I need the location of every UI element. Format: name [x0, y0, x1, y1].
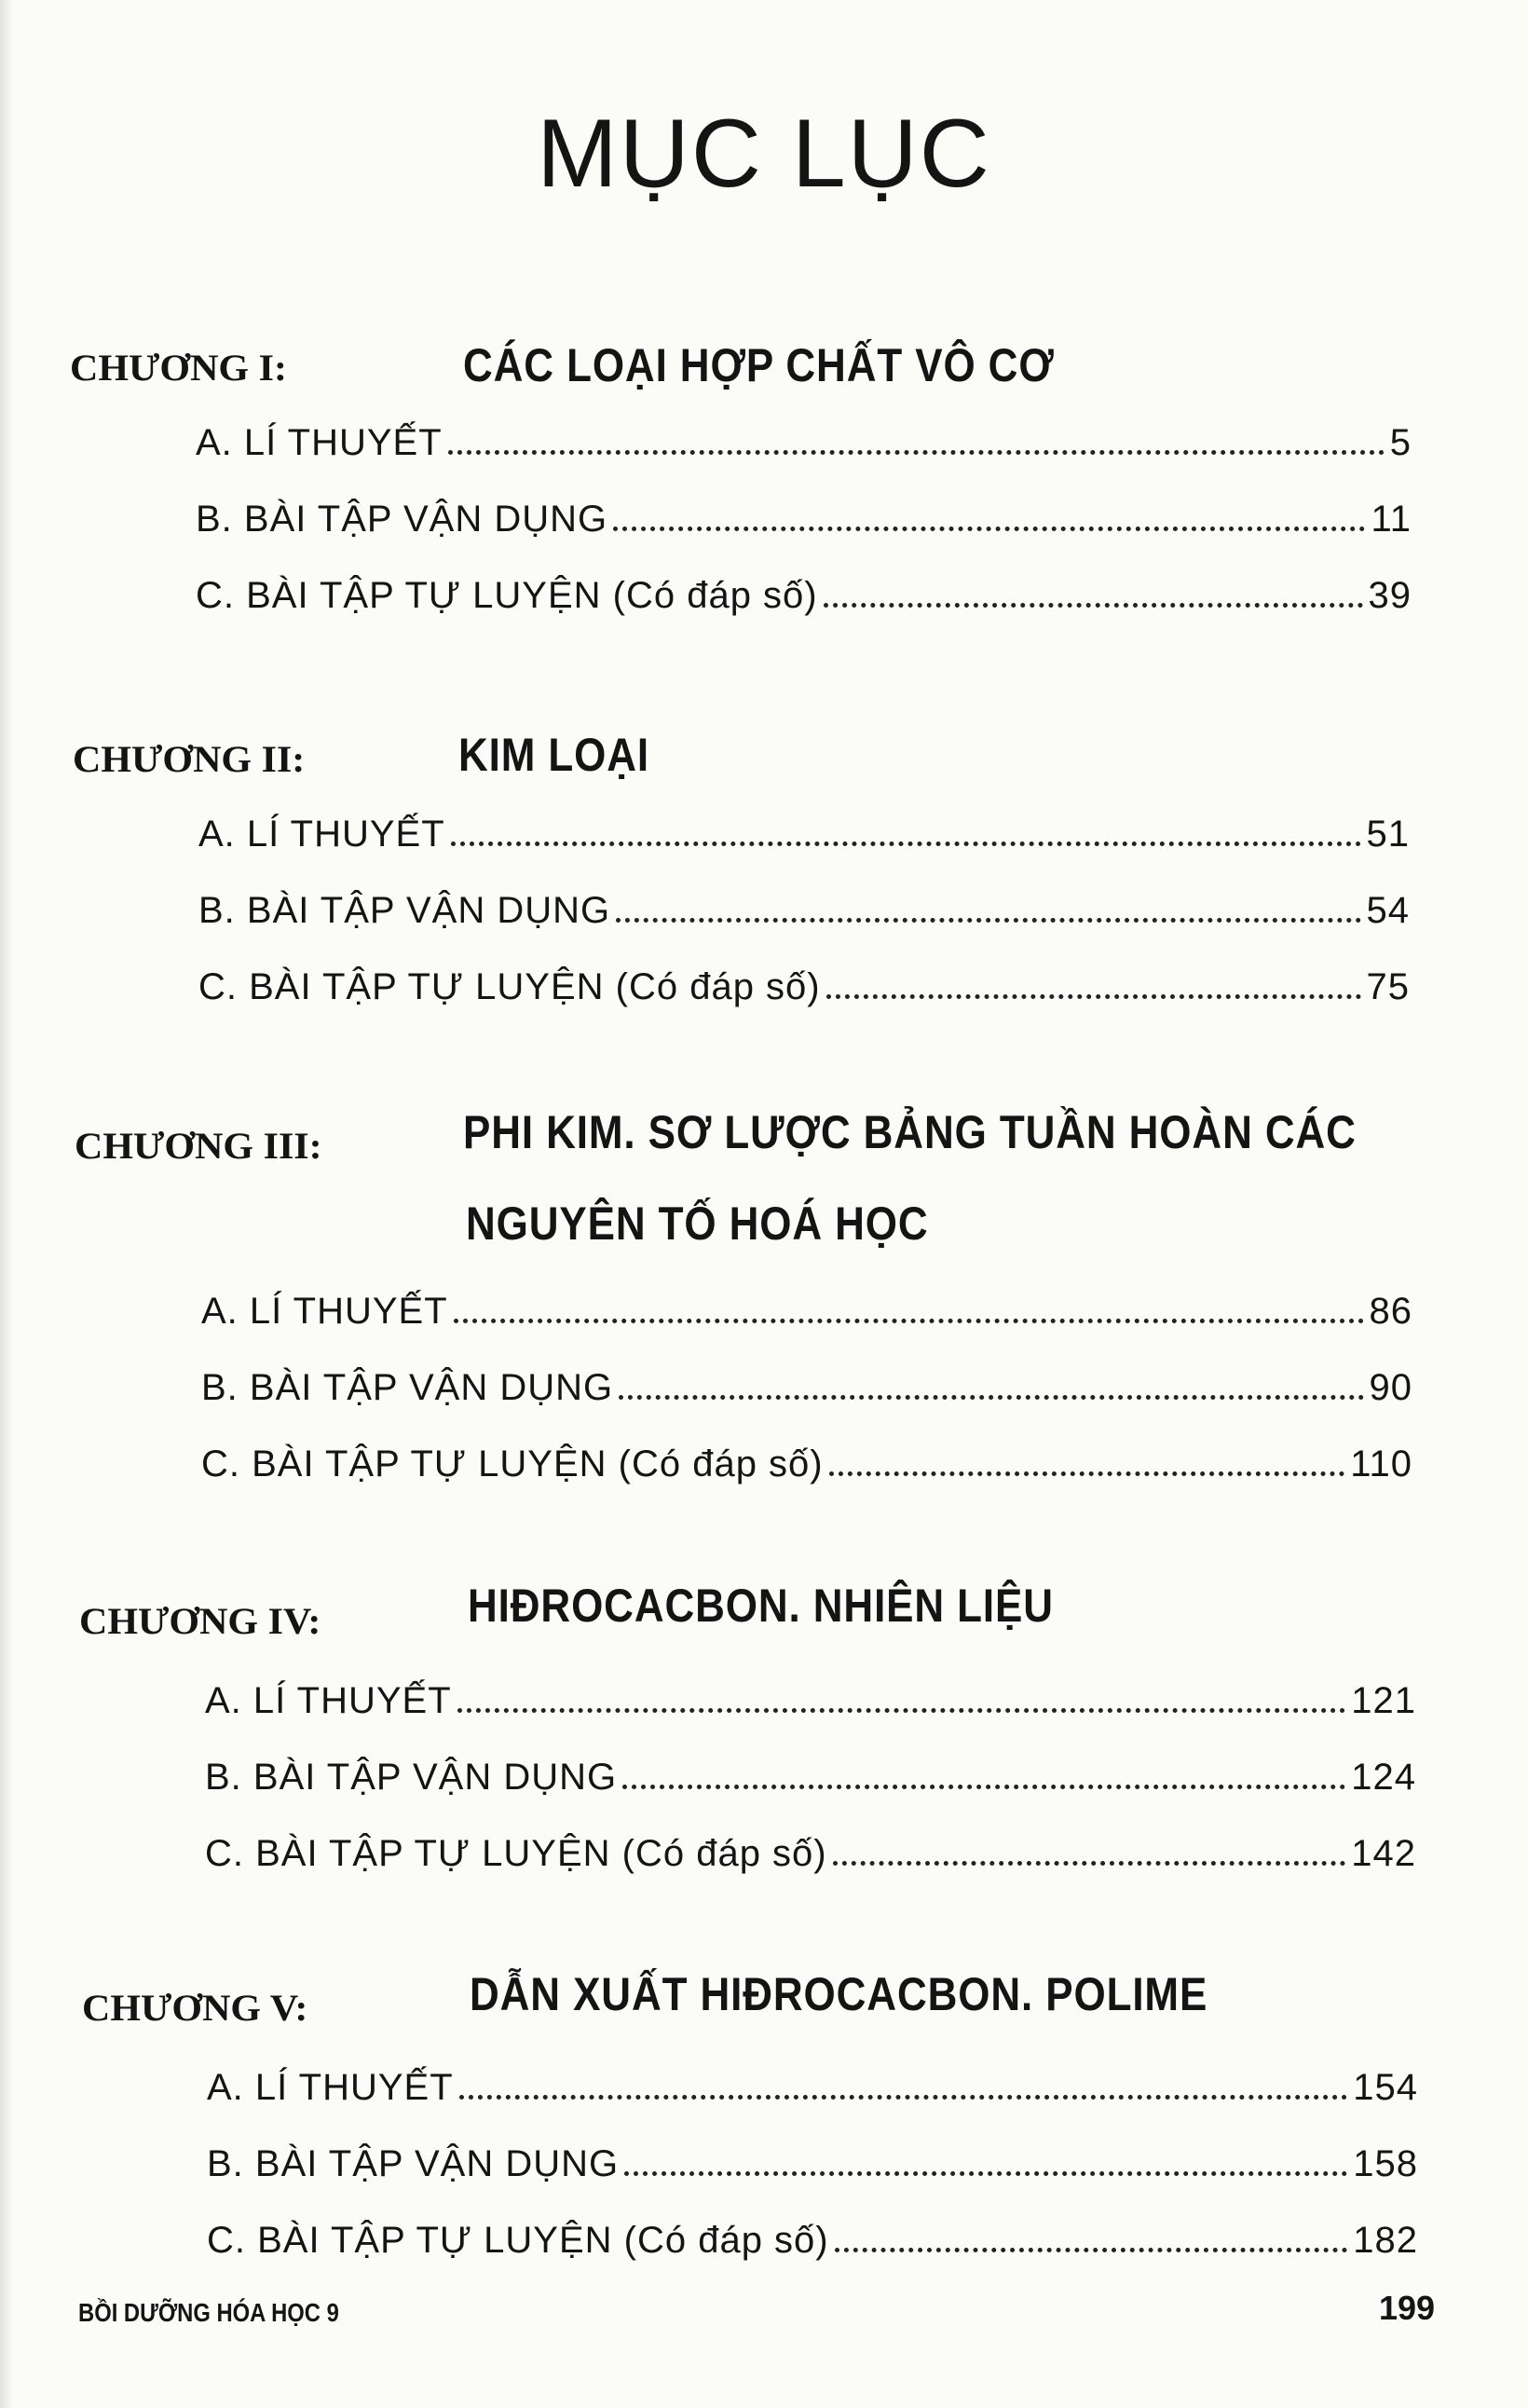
toc-entry[interactable] [207, 2208, 1418, 2264]
toc-entry[interactable] [207, 2055, 1418, 2111]
toc-entry[interactable] [198, 878, 1410, 934]
entry-page-number: 54 [1366, 890, 1410, 931]
toc-entry[interactable] [205, 1668, 1416, 1724]
page-edge-shadow [0, 0, 13, 2408]
chapter-title: CÁC LOẠI HỢP CHẤT VÔ CƠ [463, 339, 1055, 391]
footer-page-number: 199 [1379, 2289, 1436, 2327]
entry-label: A. LÍ THUYẾT [196, 422, 443, 463]
entry-label: A. LÍ THUYẾT [201, 1291, 448, 1332]
entry-label: C. BÀI TẬP TỰ LUYỆN (Có đáp số) [207, 2220, 829, 2261]
page-title: MỤC LỤC [537, 100, 991, 208]
entry-label: B. BÀI TẬP VẬN DỤNG [201, 1367, 614, 1408]
toc-entry[interactable] [201, 1355, 1412, 1411]
toc-entry[interactable] [196, 486, 1412, 542]
toc-entry[interactable] [205, 1821, 1416, 1877]
entry-label: B. BÀI TẬP VẬN DỤNG [198, 890, 611, 931]
toc-entry[interactable] [205, 1744, 1416, 1800]
toc-entry[interactable] [201, 1279, 1412, 1334]
toc-entry[interactable] [196, 563, 1412, 619]
entry-label: C. BÀI TẬP TỰ LUYỆN (Có đáp số) [196, 575, 818, 616]
entry-page-number: 90 [1369, 1367, 1412, 1408]
toc-entry[interactable] [198, 954, 1410, 1010]
entry-label: A. LÍ THUYẾT [198, 814, 445, 855]
entry-label: C. BÀI TẬP TỰ LUYỆN (Có đáp số) [198, 966, 821, 1007]
chapter-label: CHƯƠNG III: [75, 1125, 322, 1167]
dot-leader [459, 2095, 1348, 2100]
footer-book-title: BỒI DƯỠNG HÓA HỌC 9 [78, 2298, 339, 2327]
dot-leader [457, 1708, 1346, 1713]
chapter-title: DẪN XUẤT HIĐROCACBON. POLIME [470, 1968, 1208, 2020]
entry-label: A. LÍ THUYẾT [205, 1680, 452, 1721]
dot-leader [448, 450, 1385, 455]
dot-leader [833, 1861, 1346, 1866]
entry-page-number: 154 [1353, 2067, 1418, 2108]
toc-entry[interactable] [207, 2131, 1418, 2187]
dot-leader [622, 1785, 1345, 1789]
entry-page-number: 86 [1369, 1291, 1412, 1332]
chapter-title-line-1: PHI KIM. SƠ LƯỢC BẢNG TUẦN HOÀN CÁC [463, 1106, 1357, 1158]
dot-leader [616, 918, 1360, 923]
dot-leader [826, 994, 1361, 999]
entry-page-number: 121 [1351, 1680, 1416, 1721]
entry-label: C. BÀI TẬP TỰ LUYỆN (Có đáp số) [205, 1833, 827, 1874]
chapter-title-line-2: NGUYÊN TỐ HOÁ HỌC [466, 1197, 929, 1250]
entry-page-number: 51 [1366, 814, 1410, 855]
entry-page-number: 110 [1350, 1443, 1412, 1484]
entry-page-number: 75 [1366, 966, 1410, 1007]
entry-label: A. LÍ THUYẾT [207, 2067, 454, 2108]
entry-page-number: 182 [1353, 2220, 1418, 2261]
entry-page-number: 158 [1353, 2143, 1418, 2184]
chapter-label: CHƯƠNG V: [82, 1987, 308, 2029]
dot-leader [824, 603, 1363, 608]
entry-label: B. BÀI TẬP VẬN DỤNG [207, 2143, 620, 2184]
entry-page-number: 39 [1368, 575, 1412, 616]
chapter-title: KIM LOẠI [458, 729, 650, 781]
entry-page-number: 142 [1351, 1833, 1416, 1874]
chapter-label: CHƯƠNG II: [73, 738, 306, 780]
entry-page-number: 5 [1389, 422, 1412, 463]
dot-leader [451, 841, 1361, 846]
entry-label: B. BÀI TẬP VẬN DỤNG [205, 1757, 618, 1798]
dot-leader [829, 1471, 1345, 1476]
chapter-label: CHƯƠNG IV: [79, 1600, 321, 1642]
chapter-title: HIĐROCACBON. NHIÊN LIỆU [468, 1580, 1054, 1632]
dot-leader [619, 1395, 1363, 1400]
dot-leader [613, 527, 1365, 531]
dot-leader [454, 1319, 1364, 1323]
entry-page-number: 11 [1371, 499, 1412, 540]
entry-label: C. BÀI TẬP TỰ LUYỆN (Có đáp số) [201, 1443, 824, 1484]
toc-entry[interactable] [201, 1431, 1412, 1487]
toc-entry[interactable] [198, 801, 1410, 857]
entry-page-number: 124 [1351, 1757, 1416, 1798]
chapter-label: CHƯƠNG I: [70, 347, 287, 389]
dot-leader [624, 2171, 1347, 2176]
toc-entry[interactable] [196, 410, 1412, 466]
entry-label: B. BÀI TẬP VẬN DỤNG [196, 499, 608, 540]
dot-leader [835, 2248, 1348, 2252]
